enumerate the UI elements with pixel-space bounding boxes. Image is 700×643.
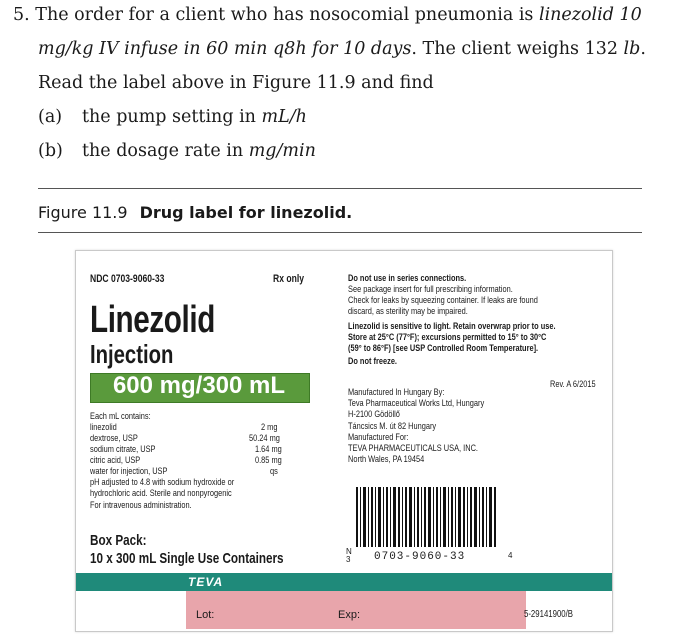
ingredient-amount: 1.64 mg xyxy=(255,444,282,455)
ingredient-name: linezolid xyxy=(90,422,117,433)
part-b-letter: (b) xyxy=(38,141,63,161)
part-a-text: the pump setting in xyxy=(82,107,262,127)
weight-text: . The client weighs 132 xyxy=(411,39,624,59)
divider-bottom xyxy=(38,232,642,233)
manufacturer-line: Táncsics M. út 82 Hungary xyxy=(348,421,437,432)
rx-only: Rx only xyxy=(273,273,304,285)
question-text: The order for a client who has nosocomial pneumonia is xyxy=(35,5,539,25)
exp-label: Exp: xyxy=(338,609,361,621)
contents-header: Each mL contains: xyxy=(90,411,151,422)
warning-line: discard, as sterility may be impaired. xyxy=(348,306,468,317)
box-pack: Box Pack: xyxy=(90,532,147,549)
product-code: 5-29141900/B xyxy=(524,609,574,620)
part-a-letter: (a) xyxy=(38,107,63,127)
drug-form: Injection xyxy=(90,339,174,369)
warning-line: (59° to 86°F) [see USP Controlled Room Temperature]. xyxy=(348,343,539,354)
manufacturer-line: Manufactured In Hungary By: xyxy=(348,387,445,398)
question-line-2 xyxy=(38,38,646,60)
strength: 600 mg/300 mL xyxy=(112,372,286,399)
period: . xyxy=(640,39,646,59)
figure-caption xyxy=(38,203,352,222)
warning-line: See package insert for full prescribing information. xyxy=(348,284,513,295)
warning-line: Do not freeze. xyxy=(348,356,397,367)
teva-logo: TEVA xyxy=(188,575,224,589)
drug-label xyxy=(75,250,613,632)
revision: Rev. A 6/2015 xyxy=(550,379,596,390)
ingredient-amount: 0.85 mg xyxy=(255,455,282,466)
question-number: 5. xyxy=(13,5,30,25)
warning-line: Store at 25°C (77°F); excursions permitted to 15° to 30°C xyxy=(348,332,547,343)
ingredient-amount: 50.24 mg xyxy=(249,433,280,444)
ndc-code: NDC 0703-9060-33 xyxy=(90,273,165,285)
warning-line: Check for leaks by squeezing container. If leaks are found xyxy=(348,295,538,306)
part-a xyxy=(38,106,307,128)
part-b-text: the dosage rate in xyxy=(82,141,249,161)
divider-top xyxy=(38,188,642,189)
order-text: linezolid 10 xyxy=(538,5,642,25)
barcode-number: 0703-9060-33 xyxy=(374,551,466,563)
ingredient-name: citric acid, USP xyxy=(90,455,141,466)
barcode-icon xyxy=(356,487,496,547)
ph-note: hydrochloric acid. Sterile and nonpyrogenic xyxy=(90,488,232,499)
manufacturer-line: H-2100 Gödöllő xyxy=(348,409,400,420)
ingredient-name: water for injection, USP xyxy=(90,466,168,477)
question-line-3: Read the label above in Figure 11.9 and find xyxy=(38,73,434,93)
barcode-prefix: N 3 xyxy=(346,547,352,564)
manufacturer-line: Manufactured For: xyxy=(348,432,409,443)
warning-line: Linezolid is sensitive to light. Retain overwrap prior to use. xyxy=(348,321,556,332)
ingredient-amount: 2 mg xyxy=(261,422,278,433)
ingredient-name: dextrose, USP xyxy=(90,433,138,444)
barcode-check-digit: 4 xyxy=(508,551,513,560)
weight-unit: lb xyxy=(623,39,641,59)
manufacturer-line: TEVA PHARMACEUTICALS USA, INC. xyxy=(348,443,478,454)
part-a-unit: mL/h xyxy=(261,107,307,127)
manufacturer-line: Teva Pharmaceutical Works Ltd, Hungary xyxy=(348,398,485,409)
brand-band xyxy=(76,573,612,591)
ingredient-name: sodium citrate, USP xyxy=(90,444,156,455)
iv-note: For intravenous administration. xyxy=(90,500,192,511)
lot-label: Lot: xyxy=(196,609,215,621)
drug-name: Linezolid xyxy=(90,299,215,341)
figure-number: Figure 11.9 xyxy=(38,203,128,222)
warning-line: Do not use in series connections. xyxy=(348,273,467,284)
order-continued: mg/kg IV infuse in 60 min q8h for 10 days xyxy=(38,39,412,59)
part-b xyxy=(38,140,316,162)
ph-note: pH adjusted to 4.8 with sodium hydroxide or xyxy=(90,477,235,488)
figure-title: Drug label for linezolid. xyxy=(139,203,353,222)
question-line-1 xyxy=(13,4,642,26)
ingredient-amount: qs xyxy=(270,466,278,477)
part-b-unit: mg/min xyxy=(248,141,316,161)
box-description: 10 x 300 mL Single Use Containers xyxy=(90,550,284,567)
manufacturer-line: North Wales, PA 19454 xyxy=(348,454,425,465)
